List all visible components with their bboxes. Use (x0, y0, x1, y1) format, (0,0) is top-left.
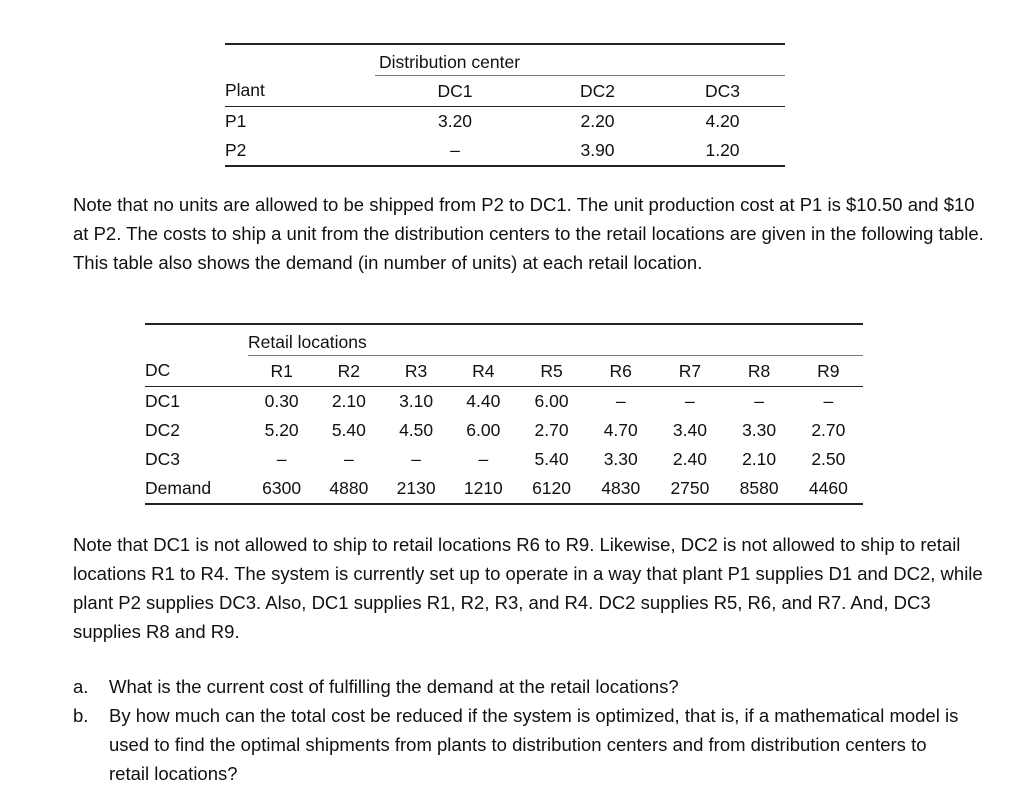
table-cell: – (411, 449, 421, 469)
table-cell: Demand (145, 474, 248, 504)
table-cell: 2750 (655, 474, 724, 504)
table-cell: 4.70 (603, 420, 638, 440)
column-header: R8 (725, 356, 794, 387)
table-cell: 5.40 (534, 449, 569, 469)
table-cell: 0.30 (264, 391, 299, 411)
plant-dc-cost-table (225, 43, 785, 167)
column-header: DC1 (375, 76, 535, 107)
table-cell: 4880 (315, 474, 382, 504)
table-cell: – (276, 449, 287, 469)
question-label: b. (73, 705, 89, 726)
table-cell: 5.40 (331, 420, 366, 440)
table-row (145, 387, 863, 417)
retail-locations-header: Retail locations (248, 331, 367, 352)
table-cell: 2.10 (742, 449, 777, 469)
table-cell: 3.40 (672, 420, 707, 440)
table-cell: 2.70 (534, 420, 569, 440)
column-header: R5 (517, 356, 586, 387)
table-cell: 1.20 (660, 136, 785, 166)
table-cell: 3.20 (437, 111, 473, 131)
dc-retail-cost-table (145, 323, 863, 505)
table-cell: 1210 (450, 474, 517, 504)
table-cell: P2 (225, 136, 375, 166)
question-a (73, 672, 993, 701)
note-paragraph-1: Note that no units are allowed to be shipped from P2 to DC1. The unit production cost at P1 is $10.50 and $10 at P2. The costs to ship a unit from the distribution centers to the retail locations are given in the following table. This table also shows the demand (in number of units) at each retail location. (73, 194, 984, 273)
column-header: DC (145, 356, 248, 387)
table-row (145, 445, 863, 474)
table-cell: 4.40 (466, 391, 501, 411)
table-header-row (225, 76, 785, 107)
table-cell: – (344, 449, 354, 469)
table-cell: 3.90 (535, 136, 660, 166)
table-cell: 6.00 (466, 420, 501, 440)
distribution-center-header: Distribution center (379, 51, 521, 72)
table-cell: 6300 (248, 474, 315, 504)
table-cell: – (478, 449, 489, 469)
column-header: R4 (450, 356, 517, 387)
table-cell: – (375, 136, 535, 166)
column-header: R3 (382, 356, 449, 387)
question-text: What is the current cost of fulfilling the demand at the retail locations? (109, 676, 679, 697)
table-cell: 2.20 (580, 111, 615, 131)
table-cell: 6120 (517, 474, 586, 504)
table-cell: – (823, 391, 834, 411)
table-cell: 4.50 (399, 420, 434, 440)
table-cell: – (754, 391, 764, 411)
table-cell: – (615, 391, 626, 411)
table-row (145, 474, 863, 504)
table-cell: 6.00 (534, 391, 569, 411)
table-cell: 4830 (586, 474, 655, 504)
table-cell: 2.70 (811, 420, 846, 440)
question-b (73, 701, 993, 788)
note-paragraph-2: Note that DC1 is not allowed to ship to retail locations R6 to R9. Likewise, DC2 is not allowed to ship to retail locations R1 to R4. The system is currently set up to operate in a way that plant P1 supplies D1 and DC2, while plant P2 supplies DC3. Also, DC1 supplies R1, R2, R3, and R4. DC2 supplies R5, R6, and R7. And, DC3 supplies R8 and R9. (73, 534, 983, 642)
table-cell: DC1 (145, 391, 181, 411)
table-cell: 4460 (794, 474, 863, 504)
table-cell: DC3 (145, 449, 181, 469)
column-header: R9 (794, 356, 863, 387)
table-cell: 3.30 (603, 449, 638, 469)
column-header: R6 (586, 356, 655, 387)
question-text: By how much can the total cost be reduced if the system is optimized, that is, if a mathematical model is used to find the optimal shipments from plants to distribution centers and from distribution centers to retail locations? (109, 705, 959, 784)
table-row (225, 136, 785, 166)
column-header: R7 (655, 356, 724, 387)
column-header: Plant (225, 76, 375, 107)
table-cell: 5.20 (264, 420, 299, 440)
table-cell: DC2 (145, 420, 181, 440)
table-cell: 2.50 (811, 449, 846, 469)
table-cell: 4.20 (705, 111, 740, 131)
table-header-row (145, 356, 863, 387)
table-cell: 2.10 (331, 391, 366, 411)
table-cell: 2.40 (672, 449, 707, 469)
column-header: DC2 (535, 76, 660, 107)
table-cell: 2130 (382, 474, 449, 504)
table-cell: 3.30 (742, 420, 777, 440)
table-cell: 3.10 (399, 391, 434, 411)
table-row (225, 107, 785, 137)
column-header: DC3 (660, 76, 785, 107)
table-cell: – (685, 391, 695, 411)
column-header: R1 (248, 356, 315, 387)
table-row (145, 416, 863, 445)
table-cell: P1 (225, 111, 247, 131)
question-label: a. (73, 676, 89, 697)
column-header: R2 (315, 356, 382, 387)
table-cell: 8580 (725, 474, 794, 504)
